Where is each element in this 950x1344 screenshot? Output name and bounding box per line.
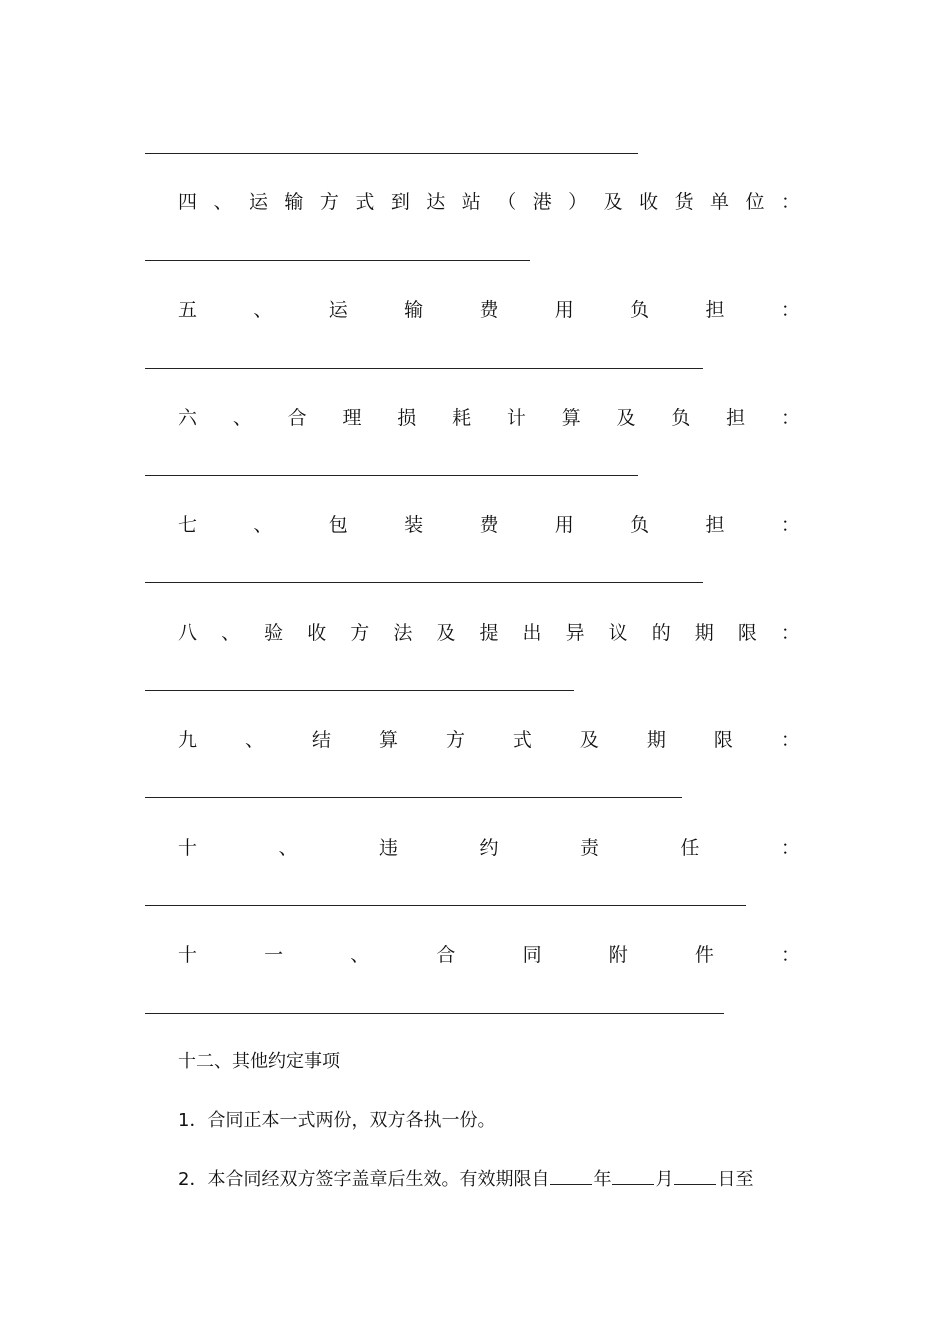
heading-char: 七 [178, 514, 198, 536]
heading-char: 、 [253, 514, 273, 536]
heading-char: 站 [461, 191, 481, 213]
heading-char: 式 [355, 191, 375, 213]
heading-char: 十 [178, 944, 198, 966]
heading-char: 方 [319, 191, 339, 213]
heading-char: 方 [350, 622, 370, 644]
other-item-2 [178, 1166, 753, 1193]
fill-line[interactable] [145, 475, 638, 476]
section-heading [178, 834, 800, 862]
heading-char: 式 [512, 729, 532, 751]
heading-char: 输 [404, 299, 424, 321]
item-2-text: 2．本合同经双方签字盖章后生效。有效期限自 [178, 1169, 550, 1190]
heading-char: 负 [630, 514, 650, 536]
heading-char: 、 [278, 837, 298, 859]
heading-char: 到 [390, 191, 410, 213]
heading-char: 负 [630, 299, 650, 321]
heading-char: ： [780, 191, 800, 213]
section-heading [178, 296, 800, 324]
heading-char: 提 [479, 622, 499, 644]
heading-char: 单 [710, 191, 730, 213]
heading-char: ： [780, 837, 800, 859]
other-item-1: 1．合同正本一式两份，双方各执一份。 [178, 1110, 496, 1131]
heading-char: 任 [680, 837, 700, 859]
heading-char: ： [780, 407, 800, 429]
heading-char: 五 [178, 299, 198, 321]
section-heading [178, 188, 800, 216]
section-heading [178, 404, 800, 432]
heading-char: 、 [232, 407, 252, 429]
heading-char: 附 [608, 944, 628, 966]
other-heading: 十二、其他约定事项 [178, 1051, 340, 1072]
heading-char: 出 [522, 622, 542, 644]
heading-char: 费 [479, 299, 499, 321]
month-label: 月 [655, 1169, 674, 1190]
heading-char: ： [780, 729, 800, 751]
heading-char: 算 [378, 729, 398, 751]
heading-char: 合 [436, 944, 456, 966]
heading-char: 计 [506, 407, 526, 429]
section-heading [178, 726, 800, 754]
section-heading [178, 619, 800, 647]
heading-char: 达 [426, 191, 446, 213]
heading-char: 议 [608, 622, 628, 644]
heading-char: 合 [287, 407, 307, 429]
heading-char: 及 [616, 407, 636, 429]
heading-char: 费 [479, 514, 499, 536]
section-heading [178, 511, 800, 539]
heading-char: 负 [671, 407, 691, 429]
heading-char: 及 [579, 729, 599, 751]
heading-char: ） [568, 191, 588, 213]
fill-line[interactable] [145, 690, 574, 691]
fill-line[interactable] [145, 797, 682, 798]
heading-char: 及 [436, 622, 456, 644]
heading-char: 理 [342, 407, 362, 429]
heading-char: 收 [307, 622, 327, 644]
heading-char: ： [780, 944, 800, 966]
heading-char: 违 [378, 837, 398, 859]
fill-line[interactable] [145, 1013, 724, 1014]
heading-char: 运 [328, 299, 348, 321]
heading-char: 用 [554, 299, 574, 321]
heading-char: 十 [178, 837, 198, 859]
fill-line[interactable] [145, 582, 703, 583]
heading-char: 担 [726, 407, 746, 429]
heading-char: 法 [393, 622, 413, 644]
heading-char: 输 [284, 191, 304, 213]
heading-char: 、 [244, 729, 264, 751]
heading-char: 港 [532, 191, 552, 213]
fill-line[interactable] [145, 905, 746, 906]
heading-char: 限 [713, 729, 733, 751]
fill-line[interactable] [145, 260, 530, 261]
heading-char: 的 [651, 622, 671, 644]
heading-char: 收 [639, 191, 659, 213]
heading-char: 异 [565, 622, 585, 644]
heading-char: 货 [674, 191, 694, 213]
fill-line[interactable] [145, 368, 703, 369]
heading-char: 担 [705, 299, 725, 321]
heading-char: ： [780, 622, 800, 644]
heading-char: 责 [579, 837, 599, 859]
heading-char: 四 [178, 191, 198, 213]
heading-char: 及 [603, 191, 623, 213]
year-label: 年 [593, 1169, 612, 1190]
heading-char: 方 [445, 729, 465, 751]
heading-char: 、 [253, 299, 273, 321]
heading-char: 九 [178, 729, 198, 751]
heading-char: 限 [737, 622, 757, 644]
heading-char: 六 [178, 407, 198, 429]
section-heading [178, 941, 800, 969]
month-blank[interactable] [612, 1166, 654, 1185]
heading-char: 件 [694, 944, 714, 966]
heading-char: ： [780, 514, 800, 536]
year-blank[interactable] [550, 1166, 592, 1185]
heading-char: 验 [264, 622, 284, 644]
heading-char: （ [497, 191, 517, 213]
heading-char: 算 [561, 407, 581, 429]
heading-char: 耗 [452, 407, 472, 429]
heading-char: 担 [705, 514, 725, 536]
heading-char: 八 [178, 622, 198, 644]
heading-char: ： [780, 299, 800, 321]
heading-char: 装 [404, 514, 424, 536]
fill-line[interactable] [145, 153, 638, 154]
heading-char: 损 [397, 407, 417, 429]
day-blank[interactable] [674, 1166, 716, 1185]
heading-char: 包 [328, 514, 348, 536]
day-to-label: 日至 [717, 1169, 754, 1190]
heading-char: 期 [694, 622, 714, 644]
heading-char: 约 [479, 837, 499, 859]
heading-char: 用 [554, 514, 574, 536]
heading-char: 同 [522, 944, 542, 966]
heading-char: 运 [248, 191, 268, 213]
heading-char: 、 [213, 191, 233, 213]
heading-char: 位 [745, 191, 765, 213]
heading-char: 结 [311, 729, 331, 751]
heading-char: 一 [264, 944, 284, 966]
heading-char: 、 [221, 622, 241, 644]
heading-char: 期 [646, 729, 666, 751]
heading-char: 、 [350, 944, 370, 966]
